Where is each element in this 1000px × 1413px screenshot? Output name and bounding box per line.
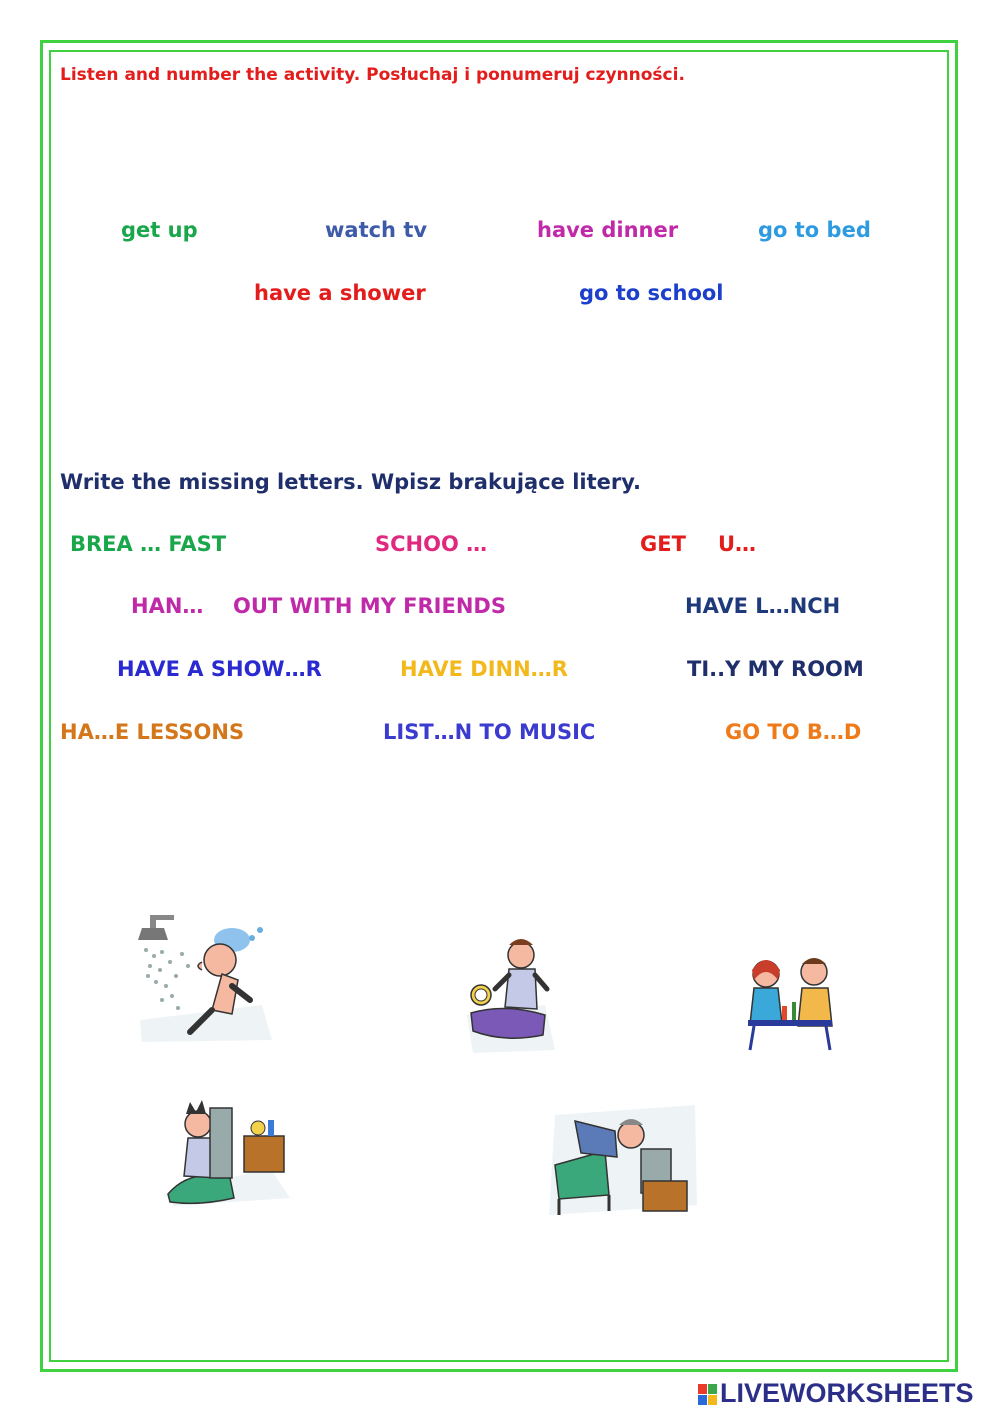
liveworksheets-logo-icon xyxy=(698,1384,718,1406)
man-showering-image xyxy=(132,910,277,1045)
word-up: U… xyxy=(718,532,757,556)
word-hang: HAN… xyxy=(131,594,204,618)
listen-instruction: Listen and number the activity. Posłuchaj i ponumeruj czynności. xyxy=(60,65,685,85)
word-have-a-shower: HAVE A SHOW…R xyxy=(117,657,322,681)
activity-get-up: get up xyxy=(121,218,198,242)
word-have-dinner: HAVE DINN…R xyxy=(400,657,568,681)
word-have-lessons: HA…E LESSONS xyxy=(60,720,245,744)
activity-have-dinner: have dinner xyxy=(537,218,679,242)
word-tidy-my-room: TI..Y MY ROOM xyxy=(687,657,864,681)
word-go-to-bed: GO TO B…D xyxy=(725,720,862,744)
word-have-lunch: HAVE L…NCH xyxy=(685,594,841,618)
word-school: SCHOO … xyxy=(375,532,488,556)
couple-having-dinner-image xyxy=(738,950,848,1055)
word-breakfast: BREA … FAST xyxy=(70,532,227,556)
activity-have-a-shower: have a shower xyxy=(254,281,426,305)
man-going-to-bed-image xyxy=(545,1085,700,1225)
activity-go-to-school: go to school xyxy=(579,281,724,305)
man-waking-alarm-image xyxy=(160,1098,300,1208)
liveworksheets-footer xyxy=(698,1378,998,1410)
word-listen-to-music: LIST…N TO MUSIC xyxy=(383,720,596,744)
liveworksheets-brand: LIVEWORKSHEETS xyxy=(720,1378,974,1408)
word-get: GET xyxy=(640,532,686,556)
activity-go-to-bed: go to bed xyxy=(758,218,871,242)
man-getting-up-image xyxy=(465,935,560,1055)
write-instruction: Write the missing letters. Wpisz brakujące litery. xyxy=(60,470,642,494)
word-out-with-friends: OUT WITH MY FRIENDS xyxy=(233,594,506,618)
activity-watch-tv: watch tv xyxy=(325,218,428,242)
